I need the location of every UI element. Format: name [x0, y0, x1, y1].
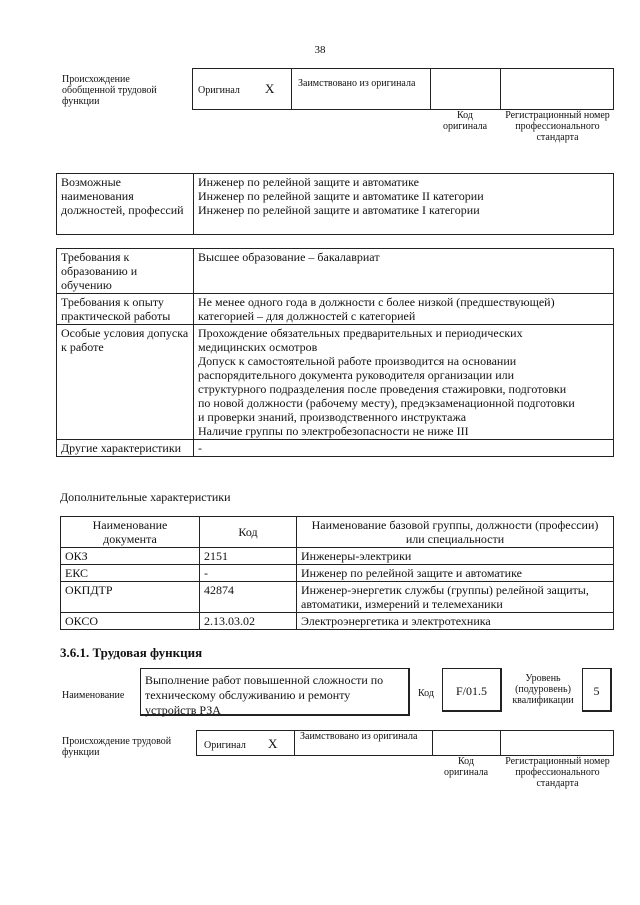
req-education-value	[194, 249, 614, 294]
req-other-label: Другие характеристики	[57, 440, 194, 457]
origin-label: Происхождение обобщенной трудовой функции	[62, 74, 157, 107]
cell: Инженер по релейной защите и автоматике	[297, 565, 614, 582]
col-header-code: Код	[200, 517, 297, 548]
function-code-value: F/01.5	[442, 668, 502, 712]
origin-bottom-reg-caption: Регистрационный номер профессионального стандарта	[505, 756, 610, 789]
req-line: Допуск к самостоятельной работе производится на основании	[198, 354, 517, 368]
cell: -	[200, 565, 297, 582]
origin-bottom-label: Происхождение трудовой функции	[62, 736, 172, 758]
req-other-value	[194, 440, 614, 457]
cell: Электроэнергетика и электротехника	[297, 613, 614, 630]
origin-borrowed: Заимствовано из оригинала	[298, 78, 416, 89]
origin-bottom-borrowed: Заимствовано из оригинала	[300, 731, 418, 742]
req-line: Высшее образование – бакалавриат	[198, 250, 380, 264]
position-line: Инженер по релейной защите и автоматике II категории	[198, 189, 484, 203]
additional-table	[60, 516, 614, 630]
cell: Инженер-энергетик службы (группы) релейной защиты, автоматики, измерений и телемеханики	[297, 582, 614, 613]
cell: 42874	[200, 582, 297, 613]
origin-mark: X	[265, 81, 275, 96]
req-line: распорядительного документа руководителя организации или	[198, 368, 515, 382]
origin-code-caption: Код оригинала	[442, 110, 488, 132]
cell: ЕКС	[61, 565, 200, 582]
req-conditions-value	[194, 325, 614, 440]
table-row	[61, 582, 614, 613]
cell: 2151	[200, 548, 297, 565]
position-line: Инженер по релейной защите и автоматике I категории	[198, 203, 480, 217]
origin-bottom-original: Оригинал	[204, 740, 246, 751]
req-experience-label: Требования к опыту практической работы	[57, 294, 194, 325]
req-education-label: Требования к образованию и обучению	[57, 249, 194, 294]
req-line: и проверки знаний, производственного инструктажа	[198, 410, 467, 424]
origin-reg-caption: Регистрационный номер профессионального стандарта	[505, 110, 610, 143]
req-line: Не менее одного года в должности с более низкой (предшествующей)	[198, 295, 555, 309]
function-level-value: 5	[582, 668, 612, 712]
req-line: медицинских осмотров	[198, 340, 318, 354]
origin-original: Оригинал	[198, 85, 240, 96]
req-conditions-label: Особые условия допуска к работе	[57, 325, 194, 440]
position-line: Инженер по релейной защите и автоматике	[198, 175, 419, 189]
req-line: Наличие группы по электробезопасности не ниже III	[198, 424, 469, 438]
col-header-group: Наименование базовой группы, должности (профессии) или специальности	[297, 517, 614, 548]
additional-title: Дополнительные характеристики	[60, 490, 231, 504]
function-name-label: Наименование	[62, 690, 125, 701]
cell: 2.13.03.02	[200, 613, 297, 630]
function-name-value: Выполнение работ повышенной сложности по техническому обслуживанию и ремонту устройств РЗА	[140, 668, 410, 716]
origin-bottom-code-caption: Код оригинала	[443, 756, 489, 778]
function-heading: 3.6.1. Трудовая функция	[60, 645, 203, 660]
table-row	[61, 565, 614, 582]
cell: ОКПДТР	[61, 582, 200, 613]
requirements-table	[56, 248, 614, 457]
function-level-label: Уровень (подуровень) квалификации	[512, 673, 574, 706]
cell: ОКЗ	[61, 548, 200, 565]
cell: ОКСО	[61, 613, 200, 630]
table-row	[61, 613, 614, 630]
positions-label: Возможные наименования должностей, профессий	[57, 174, 194, 235]
page-number: 38	[314, 44, 326, 56]
positions-table	[56, 173, 614, 235]
col-header-document: Наименование документа	[61, 517, 200, 548]
req-line: -	[198, 441, 202, 455]
req-line: Прохождение обязательных предварительных и периодических	[198, 326, 523, 340]
req-line: категорией – для должностей с категорией	[198, 309, 416, 323]
function-code-label: Код	[418, 688, 434, 699]
origin-bottom-mark: X	[268, 736, 278, 751]
req-line: по новой должности (рабочему месту), предэкзаменационной подготовки	[198, 396, 575, 410]
req-line: структурного подразделения после проведения стажировки, подготовки	[198, 382, 567, 396]
origin-box	[192, 68, 614, 110]
positions-list	[194, 174, 614, 235]
cell: Инженеры-электрики	[297, 548, 614, 565]
table-row	[61, 548, 614, 565]
req-experience-value	[194, 294, 614, 325]
